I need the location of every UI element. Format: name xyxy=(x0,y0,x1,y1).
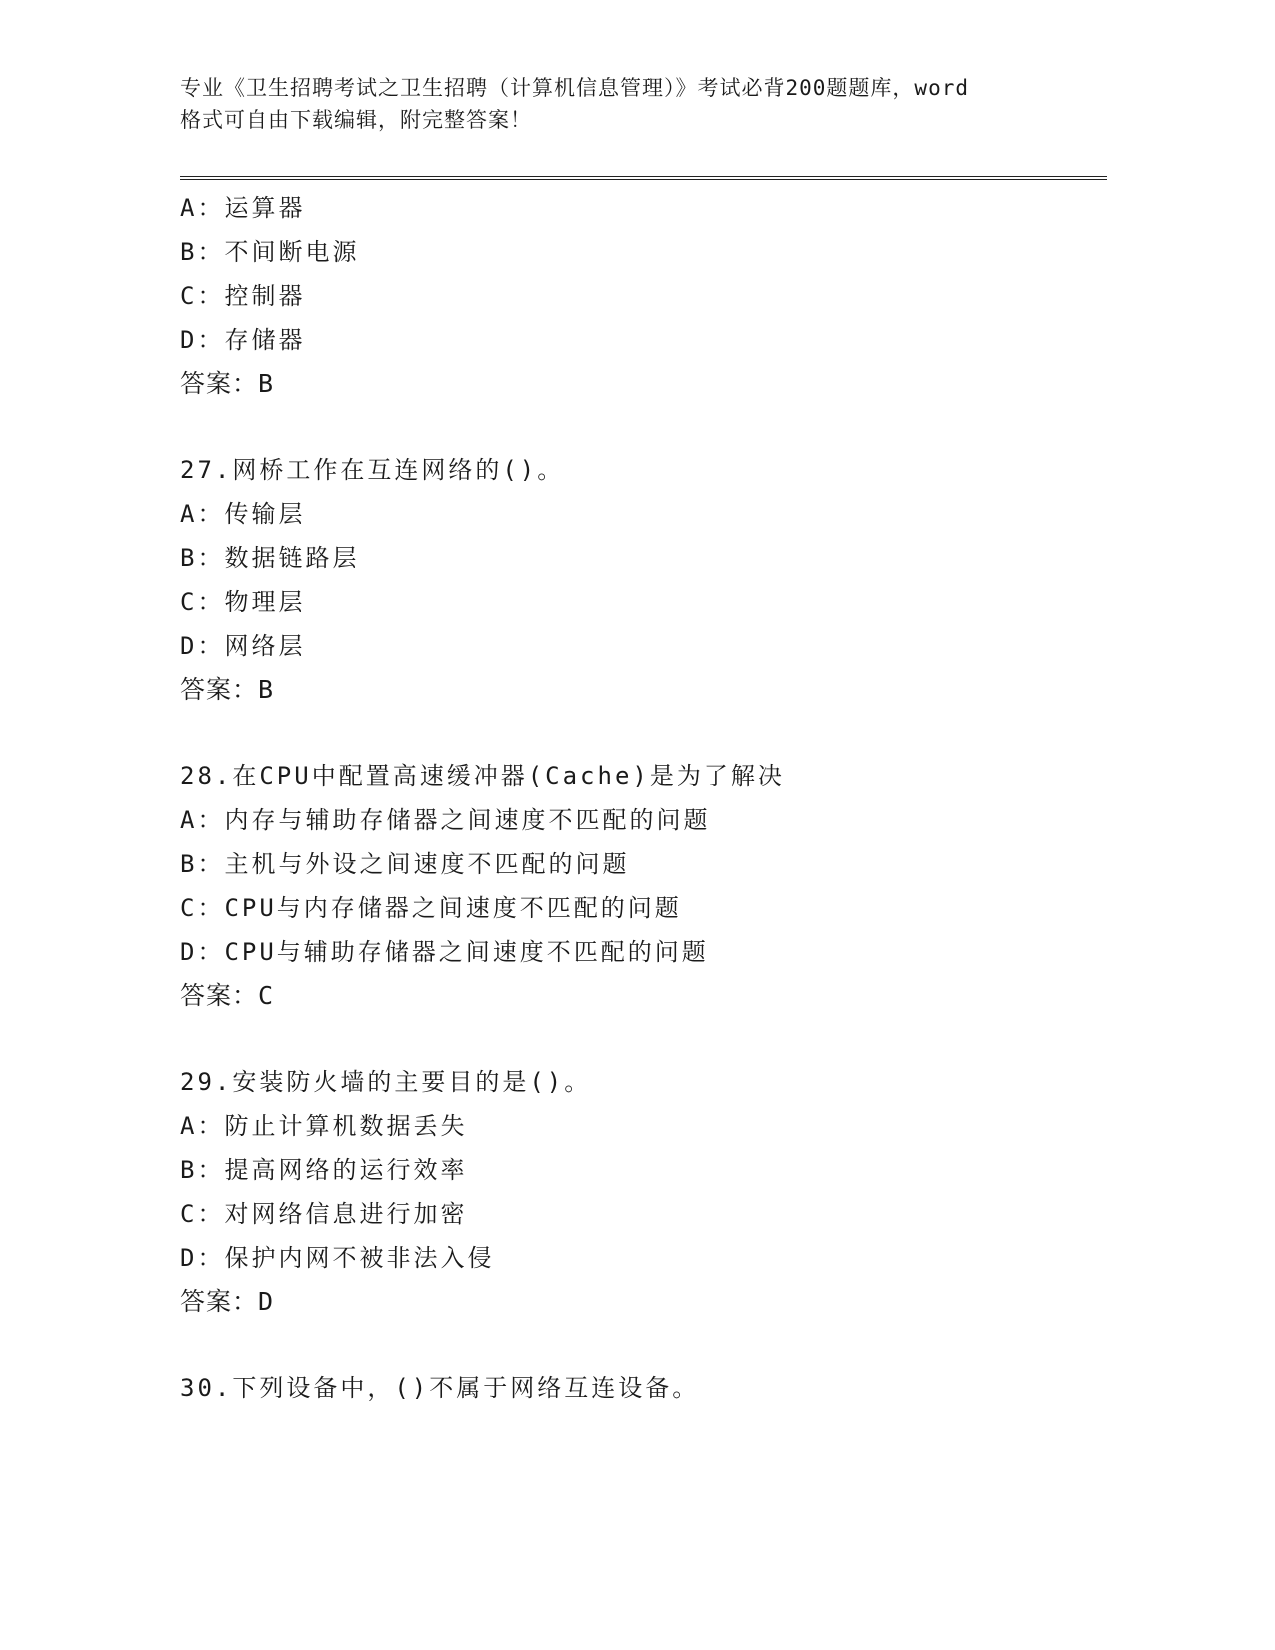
option-d: D：CPU与辅助存储器之间速度不匹配的问题 xyxy=(180,938,709,966)
option-a: A：防止计算机数据丢失 xyxy=(180,1112,468,1140)
option-b: B：主机与外设之间速度不匹配的问题 xyxy=(180,850,630,878)
question-stem: 27.网桥工作在互连网络的()。 xyxy=(180,456,565,484)
option-d: D：网络层 xyxy=(180,632,306,660)
question-26-block xyxy=(180,186,1080,406)
header-title-line-1: 专业《卫生招聘考试之卫生招聘（计算机信息管理）》考试必背200题题库，word xyxy=(180,76,969,100)
option-c: C：对网络信息进行加密 xyxy=(180,1200,468,1228)
question-stem: 30.下列设备中，()不属于网络互连设备。 xyxy=(180,1374,700,1402)
option-a: A：传输层 xyxy=(180,500,306,528)
answer-label: 答案：D xyxy=(180,1287,275,1316)
option-b: B：提高网络的运行效率 xyxy=(180,1156,468,1184)
question-29-block xyxy=(180,1060,1080,1324)
header-title-line-2: 格式可自由下载编辑，附完整答案！ xyxy=(180,108,532,132)
answer-label: 答案：B xyxy=(180,675,275,704)
question-27-block xyxy=(180,448,1080,712)
question-stem: 28.在CPU中配置高速缓冲器(Cache)是为了解决 xyxy=(180,762,785,790)
option-c: C：控制器 xyxy=(180,282,306,310)
question-stem: 29.安装防火墙的主要目的是()。 xyxy=(180,1068,592,1096)
document-header xyxy=(180,72,1060,136)
option-a: A：内存与辅助存储器之间速度不匹配的问题 xyxy=(180,806,711,834)
question-28-block xyxy=(180,754,1080,1018)
option-d: D：保护内网不被非法入侵 xyxy=(180,1244,495,1272)
option-d: D：存储器 xyxy=(180,326,306,354)
option-c: C：物理层 xyxy=(180,588,306,616)
header-divider xyxy=(180,176,1107,180)
question-list xyxy=(180,186,1080,1410)
option-b: B：不间断电源 xyxy=(180,238,360,266)
answer-label: 答案：C xyxy=(180,981,275,1010)
option-a: A：运算器 xyxy=(180,194,306,222)
option-b: B：数据链路层 xyxy=(180,544,360,572)
question-30-block xyxy=(180,1366,1080,1410)
option-c: C：CPU与内存储器之间速度不匹配的问题 xyxy=(180,894,682,922)
answer-label: 答案：B xyxy=(180,369,275,398)
